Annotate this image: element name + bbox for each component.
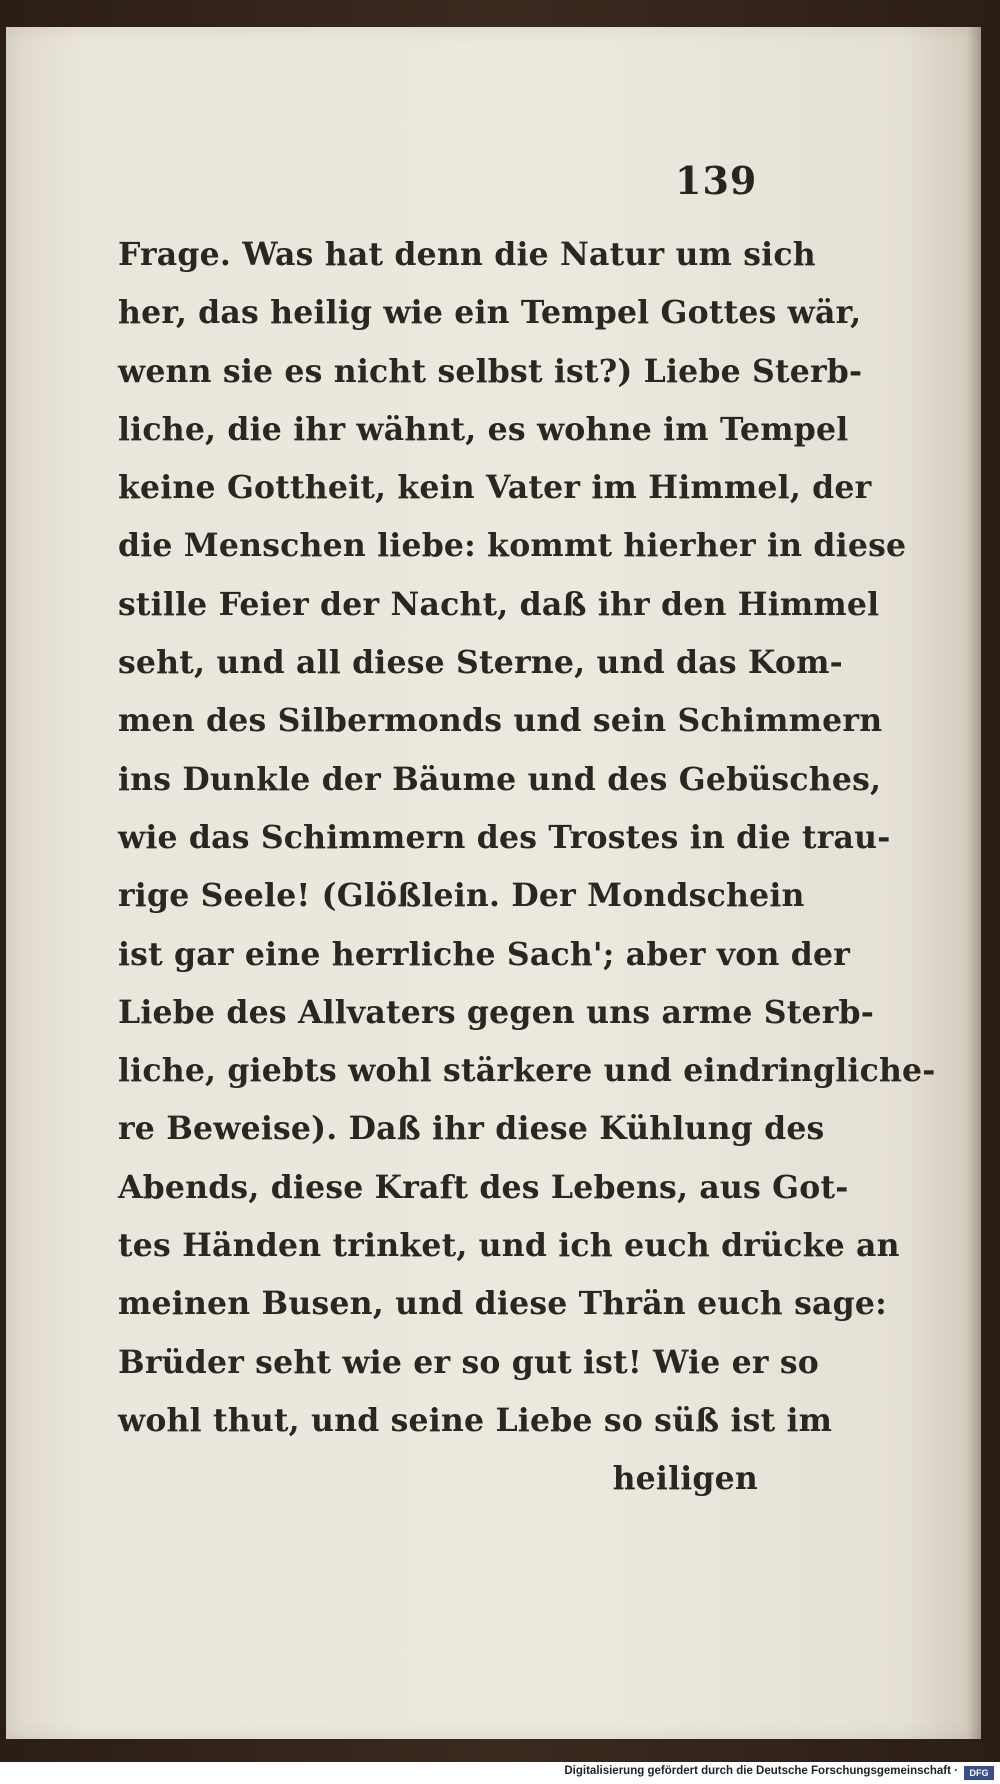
page-number: 139	[675, 158, 758, 203]
text-line: stille Feier der Nacht, daß ihr den Himmel	[118, 585, 880, 623]
text-line: keine Gottheit, kein Vater im Himmel, der	[118, 469, 872, 507]
text-line: ist gar eine herrliche Sach'; aber von der	[118, 935, 851, 973]
dfg-logo: DFG	[964, 1766, 994, 1780]
text-line: re Beweise). Daß ihr diese Kühlung des	[118, 1110, 825, 1148]
text-line: liche, die ihr wähnt, es wohne im Tempel	[118, 410, 849, 448]
text-line: wie das Schimmern des Trostes in die trau-	[118, 818, 891, 856]
text-line: meinen Busen, und diese Thrän euch sage:	[118, 1285, 887, 1323]
text-line: Brüder seht wie er so gut ist! Wie er so	[118, 1343, 819, 1381]
digitization-footer	[0, 1762, 1000, 1784]
text-line: men des Silbermonds und sein Schimmern	[118, 702, 883, 740]
page-edge-shadow	[967, 27, 981, 1739]
catchword: heiligen	[612, 1460, 758, 1498]
funding-credit: Digitalisierung gefördert durch die Deutsche Forschungsgemeinschaft ·	[564, 1765, 958, 1777]
text-line: rige Seele! (Glößlein. Der Mondschein	[118, 877, 805, 915]
text-line: Frage. Was hat denn die Natur um sich	[118, 236, 816, 273]
text-line: wohl thut, und seine Liebe so süß ist im	[118, 1401, 833, 1439]
text-line: liche, giebts wohl stärkere und eindringliche-	[118, 1052, 936, 1090]
text-line: seht, und all diese Sterne, und das Kom-	[118, 644, 843, 682]
text-line: tes Händen trinket, und ich euch drücke an	[118, 1227, 900, 1265]
text-line: die Menschen liebe: kommt hierher in diese	[118, 527, 907, 565]
text-line: her, das heilig wie ein Tempel Gottes wär,	[118, 294, 862, 332]
text-line: ins Dunkle der Bäume und des Gebüsches,	[118, 760, 882, 798]
text-line: wenn sie es nicht selbst ist?) Liebe Sterb-	[118, 352, 863, 390]
page-text-block	[118, 226, 936, 1509]
text-line: Abends, diese Kraft des Lebens, aus Got-	[118, 1168, 849, 1206]
text-line: Liebe des Allvaters gegen uns arme Sterb-	[118, 993, 875, 1031]
